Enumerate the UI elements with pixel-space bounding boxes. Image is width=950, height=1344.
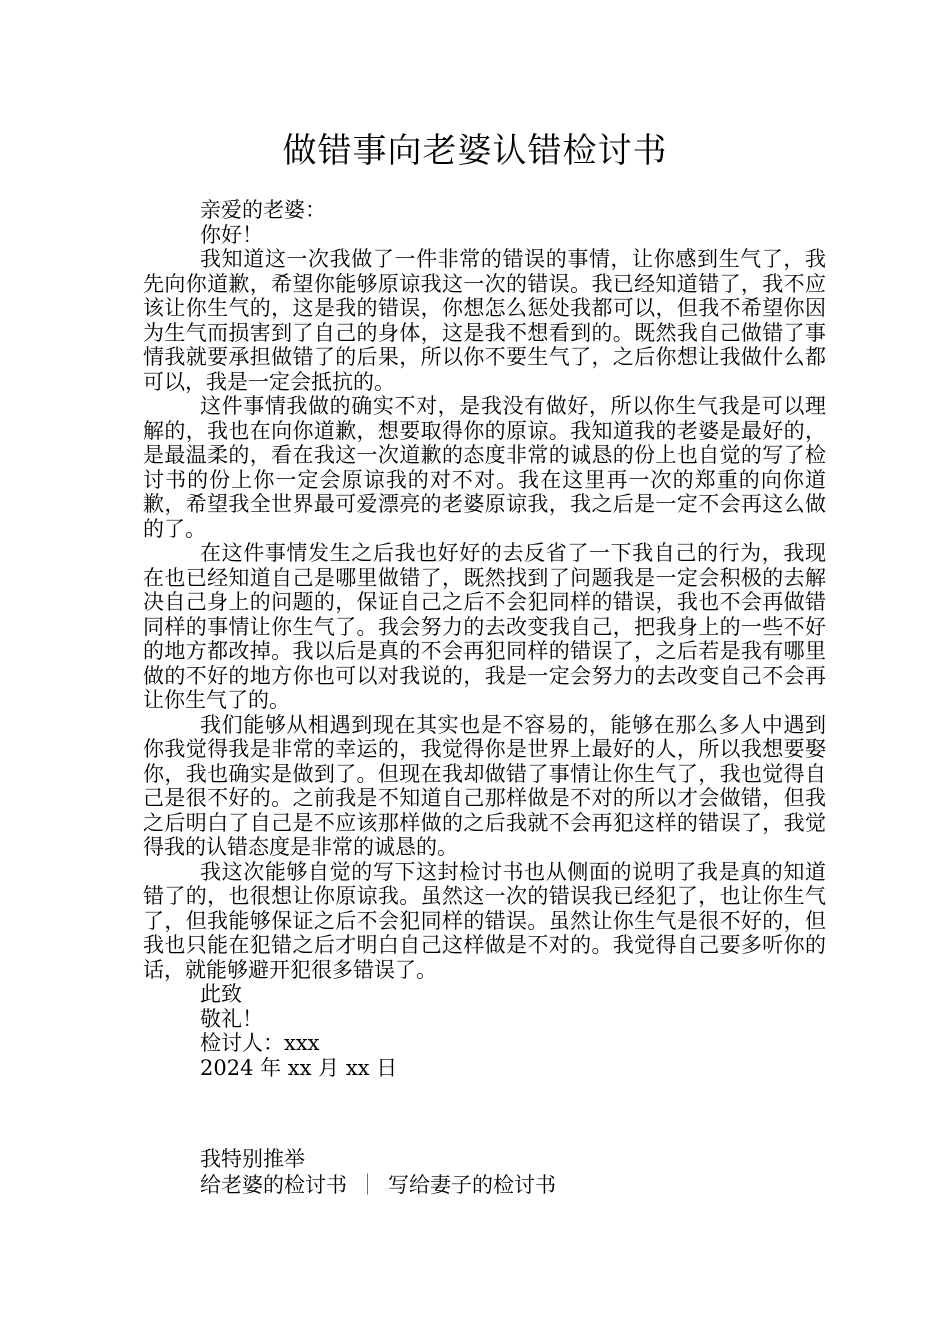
link-separator: ｜	[357, 1173, 378, 1197]
paragraph: 我们能够从相遇到现在其实也是不容易的，能够在那么多人中遇到你我觉得我是非常的幸运的，我觉得你是世界上最好的人，所以我想要娶你，我也确实是做到了。但现在我却做错了事情让你生气了，我也觉得自己是很不好的。之前我是不知道自己那样做是不对的所以才会做错，但我之后明白了自己是不应该那样做的之后我就不会再犯这样的错误了，我觉得我的认错态度是非常的诚恳的。	[143, 712, 826, 859]
recommend-link-spouse-review[interactable]: 写给妻子的检讨书	[388, 1173, 556, 1197]
recommendation-section	[200, 1146, 556, 1198]
recommend-link-wife-review[interactable]: 给老婆的检讨书	[200, 1173, 347, 1197]
paragraph: 在这件事情发生之后我也好好的去反省了一下我自己的行为，我现在也已经知道自己是哪里做错了，既然找到了问题我是一定会积极的去解决自己身上的问题的，保证自己之后不会犯同样的错误，我也不会再做错同样的事情让你生气了。我会努力的去改变我自己，把我身上的一些不好的地方都改掉。我以后是真的不会再犯同样的错误了，之后若是我有哪里做的不好的地方你也可以对我说的，我是一定会努力的去改变自己不会再让你生气了的。	[143, 541, 826, 712]
document-title: 做错事向老婆认错检讨书	[282, 131, 668, 171]
document-body	[143, 198, 826, 1080]
paragraph: 我这次能够自觉的写下这封检讨书也从侧面的说明了我是真的知道错了的，也很想让你原谅我。虽然这一次的错误我已经犯了，也让你生气了，但我能够保证之后不会犯同样的错误。虽然让你生气是很不好的，但我也只能在犯错之后才明白自己这样做是不对的。我觉得自己要多听你的话，就能够避开犯很多错误了。	[143, 859, 826, 982]
closing-salute: 敬礼！	[200, 1006, 263, 1031]
recommendation-heading: 我特别推举	[200, 1147, 305, 1171]
greeting: 你好！	[200, 222, 263, 247]
paragraph: 我知道这一次我做了一件非常的错误的事情，让你感到生气了，我先向你道歉，希望你能够原谅我这一次的错误。我已经知道错了，我不应该让你生气的，这是我的错误，你想怎么惩处我都可以，但我不希望你因为生气而损害到了自己的身体，这是我不想看到的。既然我自己做错了事情我就要承担做错了的后果，所以你不要生气了，之后你想让我做什么都可以，我是一定会抵抗的。	[143, 247, 826, 394]
recommendation-links	[200, 1172, 556, 1198]
salutation: 亲爱的老婆：	[200, 198, 326, 222]
paragraph: 这件事情我做的确实不对，是我没有做好，所以你生气我是可以理解的，我也在向你道歉，想要取得你的原谅。我知道我的老婆是最好的，是最温柔的，看在我这一次道歉的态度非常的诚恳的份上也自觉的写了检讨书的份上你一定会原谅我的对不对。我在这里再一次的郑重的向你道歉，希望我全世界最可爱漂亮的老婆原谅我，我之后是一定不会再这么做的了。	[143, 394, 826, 541]
author-signature: 检讨人：xxx	[200, 1031, 320, 1055]
closing-line: 此致	[200, 982, 242, 1006]
document-date: 2024 年 xx 月 xx 日	[200, 1055, 398, 1080]
